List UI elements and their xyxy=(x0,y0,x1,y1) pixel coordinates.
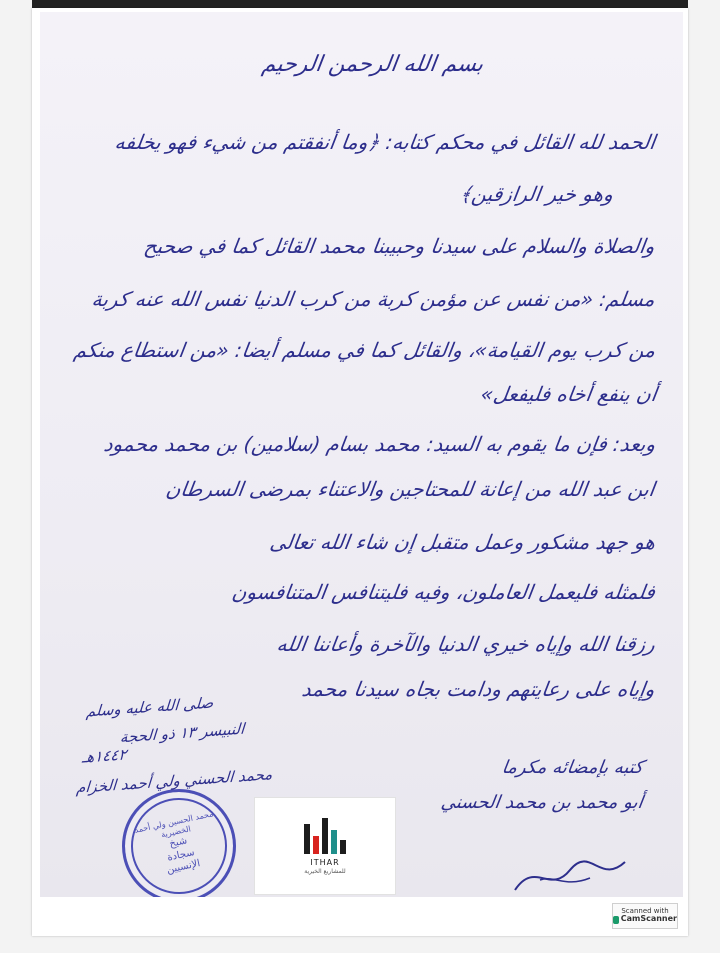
letter-line: هو جهد مشكور وعمل متقبل إن شاء الله تعالى xyxy=(267,530,657,554)
letter-line: مسلم: «من نفس عن مؤمن كربة من كرب الدنيا نفس الله عنه كربة xyxy=(90,287,657,311)
scanned-with-label: Scanned with xyxy=(621,906,669,915)
letter-line: من كرب يوم القيامة»، والقائل كما في مسلم أيضا: «من استطاع منكم xyxy=(72,338,657,362)
basmala: بسم الله الرحمن الرحيم xyxy=(260,52,485,77)
signature-scribble xyxy=(510,850,630,897)
letter-line: فلمثله فليعمل العاملون، وفيه فليتنافس المتنافسون xyxy=(230,580,657,604)
letter-line: وهو خير الرازقين﴾ xyxy=(458,182,615,206)
left-signature-line: محمد الحسني ولي أحمد الخزام xyxy=(75,765,274,797)
letter-line: ابن عبد الله من إعانة للمحتاجين والاعتناء بمرضى السرطان xyxy=(164,477,657,501)
letter-line: والصلاة والسلام على سيدنا وحبيبنا محمد القائل كما في صحيح xyxy=(142,234,657,258)
stamp-text: محمد الحسين ولي أحمد الخضيرية xyxy=(133,809,215,840)
left-signature-line: النبيسر ١٣ ذو الحجة xyxy=(119,719,245,747)
letter-line: رزقنا الله وإياه خيري الدنيا والآخرة وأعاننا الله xyxy=(275,632,657,656)
stamp-text: شيخ xyxy=(168,835,189,851)
closing-line: أبو محمد بن محمد الحسني xyxy=(439,792,645,813)
letter-line: الحمد لله القائل في محكم كتابه: ﴿وما أنفقتم من شيء فهو يخلفه xyxy=(113,130,657,154)
logo-subtitle: للمشاريع الخيرية xyxy=(304,867,346,875)
letter-line: أن ينفع أخاه فليفعل» xyxy=(479,382,659,406)
ithar-logo-card xyxy=(254,797,396,895)
camscanner-icon xyxy=(613,916,619,924)
stamp-text: سجادة xyxy=(166,846,196,864)
camscanner-badge xyxy=(612,903,678,929)
handwritten-letter-page xyxy=(40,12,683,897)
left-signature-line: صلى الله عليه وسلم xyxy=(85,693,214,721)
letter-line: وإياه على رعايتهم ودامت بجاه سيدنا محمد xyxy=(300,677,657,701)
left-signature-line: ١٤٤٢هـ xyxy=(81,745,128,767)
ithar-logo-icon xyxy=(304,818,346,854)
closing-line: كتبه بإمضائه مكرما xyxy=(500,757,645,778)
stamp-text: الإنسيين xyxy=(165,858,202,877)
logo-name: ITHAR xyxy=(310,857,340,867)
camscanner-brand-label: CamScanner xyxy=(620,914,677,924)
letter-body xyxy=(40,12,683,897)
camscanner-brand xyxy=(613,915,677,924)
letter-line: وبعد: فإن ما يقوم به السيد: محمد بسام (سلامين) بن محمد محمود xyxy=(101,432,657,456)
